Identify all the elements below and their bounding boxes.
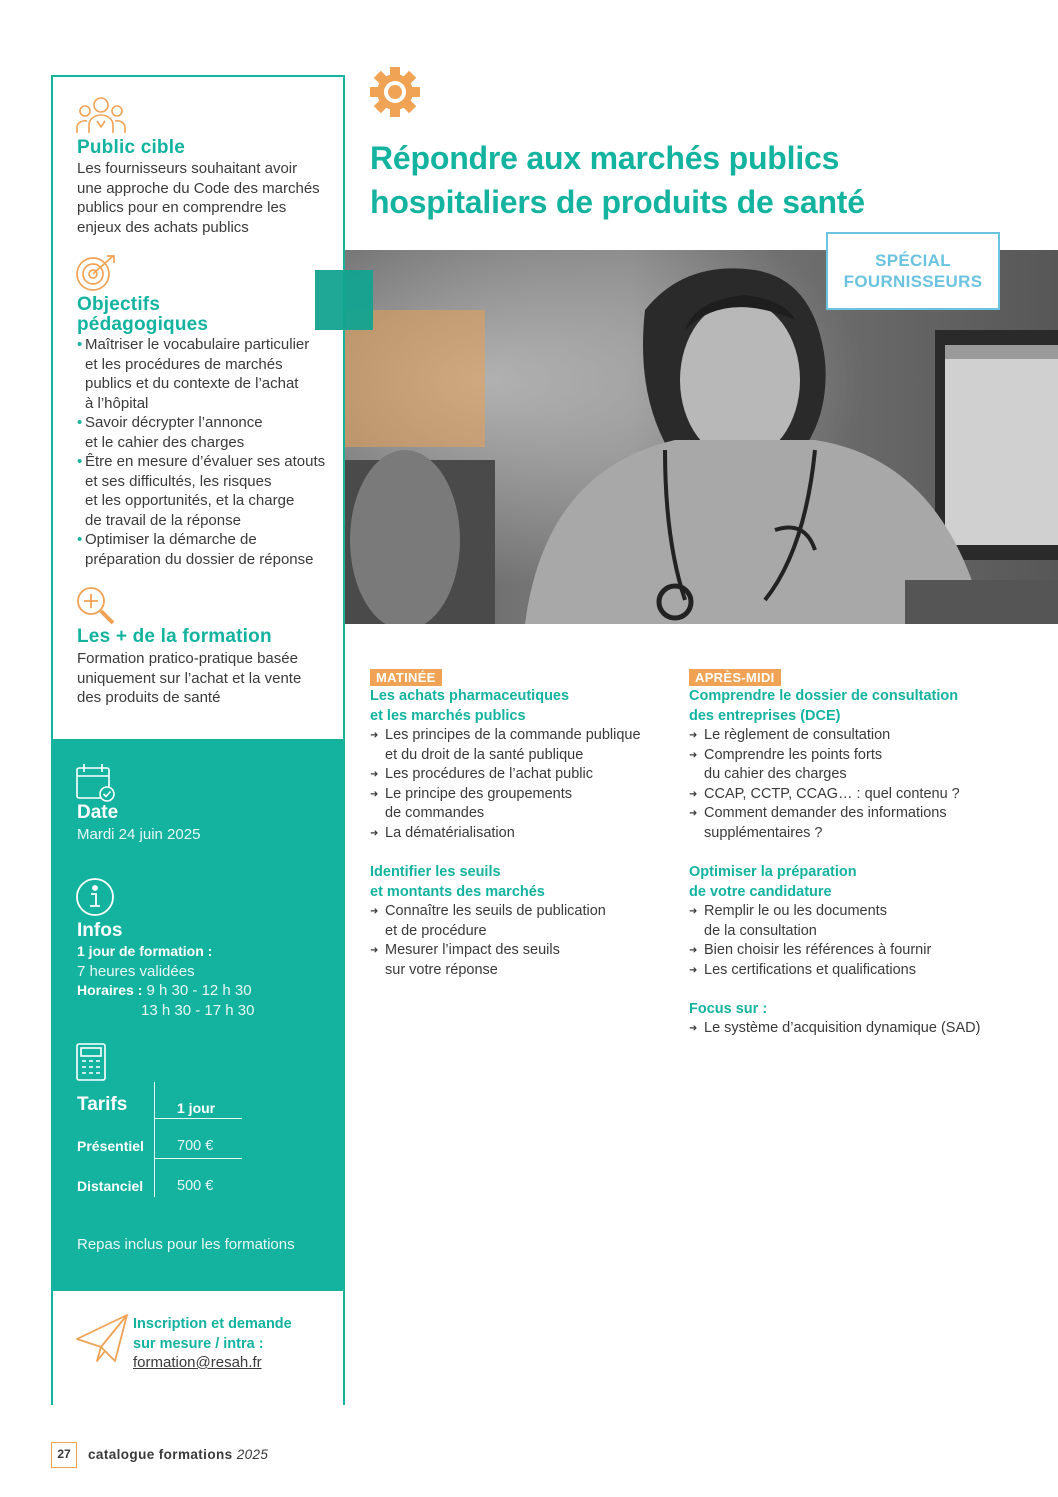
- objectifs-list: [77, 335, 337, 569]
- list-item: ➜ La dématérialisation: [370, 824, 641, 844]
- page-title: Répondre aux marchés publics hospitaliers de produits de santé: [370, 140, 865, 220]
- infos-text: 1 jour de formation : 7 heures validées Horaires : 9 h 30 - 12 h 30 13 h 30 - 17 h 30: [77, 943, 255, 1019]
- list-item: ➜ Les procédures de l’achat public: [370, 765, 641, 785]
- afternoon-list-1: [689, 726, 960, 843]
- section-heading: Les achats pharmaceutiques et les marchés publics: [370, 688, 570, 724]
- tarifs-column-header: 1 jour: [177, 1100, 216, 1116]
- section-heading: Optimiser la préparation de votre candidature: [689, 864, 857, 900]
- list-item: ➜ CCAP, CCTP, CCAG… : quel contenu ?: [689, 785, 960, 805]
- footer-label: catalogue formations 2025: [88, 1447, 269, 1462]
- section-heading: Identifier les seuils et montants des marchés: [370, 864, 545, 900]
- tarifs-title: Tarifs: [77, 1094, 128, 1115]
- calendar-check-icon: [75, 763, 117, 803]
- gear-icon: [369, 66, 421, 118]
- email-link[interactable]: formation@resah.fr: [133, 1354, 262, 1371]
- list-item: ➜ Le règlement de consultation: [689, 726, 960, 746]
- list-item: ➜ Les principes de la commande publique et du droit de la santé publique: [370, 726, 641, 765]
- special-badge: SPÉCIAL FOURNISSEURS: [826, 232, 1000, 310]
- tarif-row-value: 500 €: [177, 1178, 214, 1194]
- paper-plane-icon: [75, 1313, 129, 1365]
- list-item: ➜ Le principe des groupements de commandes: [370, 785, 641, 824]
- tarif-row-value: 700 €: [177, 1138, 214, 1154]
- morning-list-2: [370, 902, 606, 980]
- date-title: Date: [77, 802, 119, 823]
- plus-text: Formation pratico-pratique basée uniquement sur l’achat et la vente des produits de santé: [77, 650, 302, 706]
- tarif-row-label: Distanciel: [77, 1178, 144, 1194]
- objectifs-title: Objectifs pédagogiques: [77, 294, 209, 335]
- list-item: ➜ Remplir le ou les documents de la consultation: [689, 902, 931, 941]
- list-item: • Être en mesure d’évaluer ses atouts et ses difficultés, les risques et les opportunités, et la charge de travail de la réponse: [77, 452, 337, 530]
- tarif-row-label: Présentiel: [77, 1138, 144, 1154]
- target-icon: [75, 253, 117, 293]
- date-value: Mardi 24 juin 2025: [77, 826, 201, 843]
- section-heading: Comprendre le dossier de consultation des entreprises (DCE): [689, 688, 959, 724]
- page-number: 27: [51, 1442, 77, 1468]
- list-item: ➜ Le système d’acquisition dynamique (SAD): [689, 1019, 980, 1039]
- public-text: Les fournisseurs souhaitant avoir une approche du Code des marchés publics pour en comprendre les enjeux des achats publics: [77, 160, 320, 236]
- morning-tag: MATINÉE: [370, 669, 442, 686]
- list-item: ➜ Comprendre les points forts du cahier des charges: [689, 746, 960, 785]
- calculator-icon: [75, 1042, 109, 1082]
- list-item: • Optimiser la démarche de préparation du dossier de réponse: [77, 530, 337, 569]
- list-item: • Savoir décrypter l’annonce et le cahier des charges: [77, 413, 337, 452]
- list-item: ➜ Connaître les seuils de publication et de procédure: [370, 902, 606, 941]
- tarifs-note: Repas inclus pour les formations: [77, 1236, 295, 1253]
- focus-heading: Focus sur :: [689, 1001, 768, 1017]
- plus-title: Les + de la formation: [77, 626, 272, 647]
- teal-accent-block: [315, 270, 373, 330]
- inscription-heading: Inscription et demande sur mesure / intra :: [133, 1316, 292, 1352]
- public-title: Public cible: [77, 137, 185, 158]
- list-item: ➜ Comment demander des informations supplémentaires ?: [689, 804, 960, 843]
- afternoon-list-2: [689, 902, 931, 980]
- info-icon: [75, 877, 115, 917]
- list-item: • Maîtriser le vocabulaire particulier et les procédures de marchés publics et du contexte de l’achat à l’hôpital: [77, 335, 337, 413]
- list-item: ➜ Les certifications et qualifications: [689, 961, 931, 981]
- focus-list: [689, 1019, 980, 1039]
- list-item: ➜ Bien choisir les références à fournir: [689, 941, 931, 961]
- afternoon-tag: APRÈS-MIDI: [689, 669, 781, 686]
- people-icon: [75, 95, 127, 135]
- orange-accent-block: [345, 310, 485, 447]
- tarifs-table: [77, 1082, 242, 1197]
- list-item: ➜ Mesurer l’impact des seuils sur votre réponse: [370, 941, 606, 980]
- sidebar: [51, 75, 345, 1405]
- morning-list-1: [370, 726, 641, 843]
- magnifier-plus-icon: [75, 585, 117, 627]
- infos-title: Infos: [77, 920, 123, 941]
